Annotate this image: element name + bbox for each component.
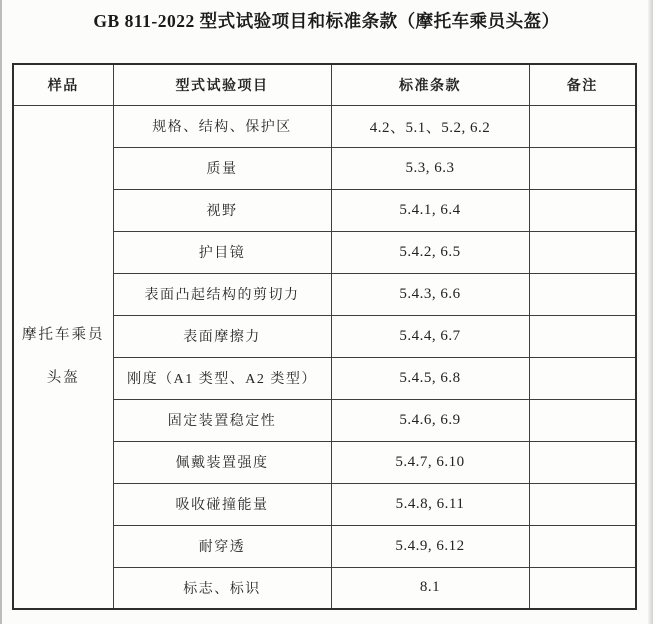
header-clause: 标准条款 <box>331 64 529 105</box>
table-row <box>13 105 636 147</box>
item-cell: 表面摩擦力 <box>113 315 331 357</box>
clause-cell: 5.4.7, 6.10 <box>331 441 529 483</box>
header-sample: 样品 <box>13 64 113 105</box>
item-cell: 吸收碰撞能量 <box>113 483 331 525</box>
item-cell: 表面凸起结构的剪切力 <box>113 273 331 315</box>
item-cell: 护目镜 <box>113 231 331 273</box>
item-cell: 耐穿透 <box>113 525 331 567</box>
clause-cell: 5.4.6, 6.9 <box>331 399 529 441</box>
clause-cell: 5.4.4, 6.7 <box>331 315 529 357</box>
remark-cell <box>529 273 636 315</box>
remark-cell <box>529 357 636 399</box>
remark-cell <box>529 147 636 189</box>
header-row <box>13 64 636 105</box>
remark-cell <box>529 105 636 147</box>
header-remark: 备注 <box>529 64 636 105</box>
clause-cell: 8.1 <box>331 567 529 609</box>
page-title: GB 811-2022 型式试验项目和标准条款（摩托车乘员头盔） <box>93 11 560 31</box>
item-cell: 标志、标识 <box>113 567 331 609</box>
scan-left-edge-artifact <box>0 0 2 624</box>
clause-cell: 5.3, 6.3 <box>331 147 529 189</box>
remark-cell <box>529 525 636 567</box>
item-cell: 视野 <box>113 189 331 231</box>
sample-name-line2: 头盔 <box>46 369 80 386</box>
remark-cell <box>529 231 636 273</box>
remark-cell <box>529 441 636 483</box>
remark-cell <box>529 567 636 609</box>
clause-cell: 4.2、5.1、5.2, 6.2 <box>331 105 529 147</box>
item-cell: 刚度（A1 类型、A2 类型） <box>113 357 331 399</box>
item-cell: 规格、结构、保护区 <box>113 105 331 147</box>
scan-right-edge-artifact <box>648 0 653 624</box>
item-cell: 固定装置稳定性 <box>113 399 331 441</box>
remark-cell <box>529 315 636 357</box>
clause-cell: 5.4.3, 6.6 <box>331 273 529 315</box>
clause-cell: 5.4.1, 6.4 <box>331 189 529 231</box>
item-cell: 质量 <box>113 147 331 189</box>
item-cell: 佩戴装置强度 <box>113 441 331 483</box>
clause-cell: 5.4.9, 6.12 <box>331 525 529 567</box>
clause-cell: 5.4.5, 6.8 <box>331 357 529 399</box>
remark-cell <box>529 399 636 441</box>
header-test-item: 型式试验项目 <box>113 64 331 105</box>
remark-cell <box>529 189 636 231</box>
clause-cell: 5.4.8, 6.11 <box>331 483 529 525</box>
remark-cell <box>529 483 636 525</box>
test-items-table <box>12 63 637 610</box>
sample-name-line1: 摩托车乘员 <box>22 326 105 343</box>
clause-cell: 5.4.2, 6.5 <box>331 231 529 273</box>
sample-cell <box>13 105 113 609</box>
